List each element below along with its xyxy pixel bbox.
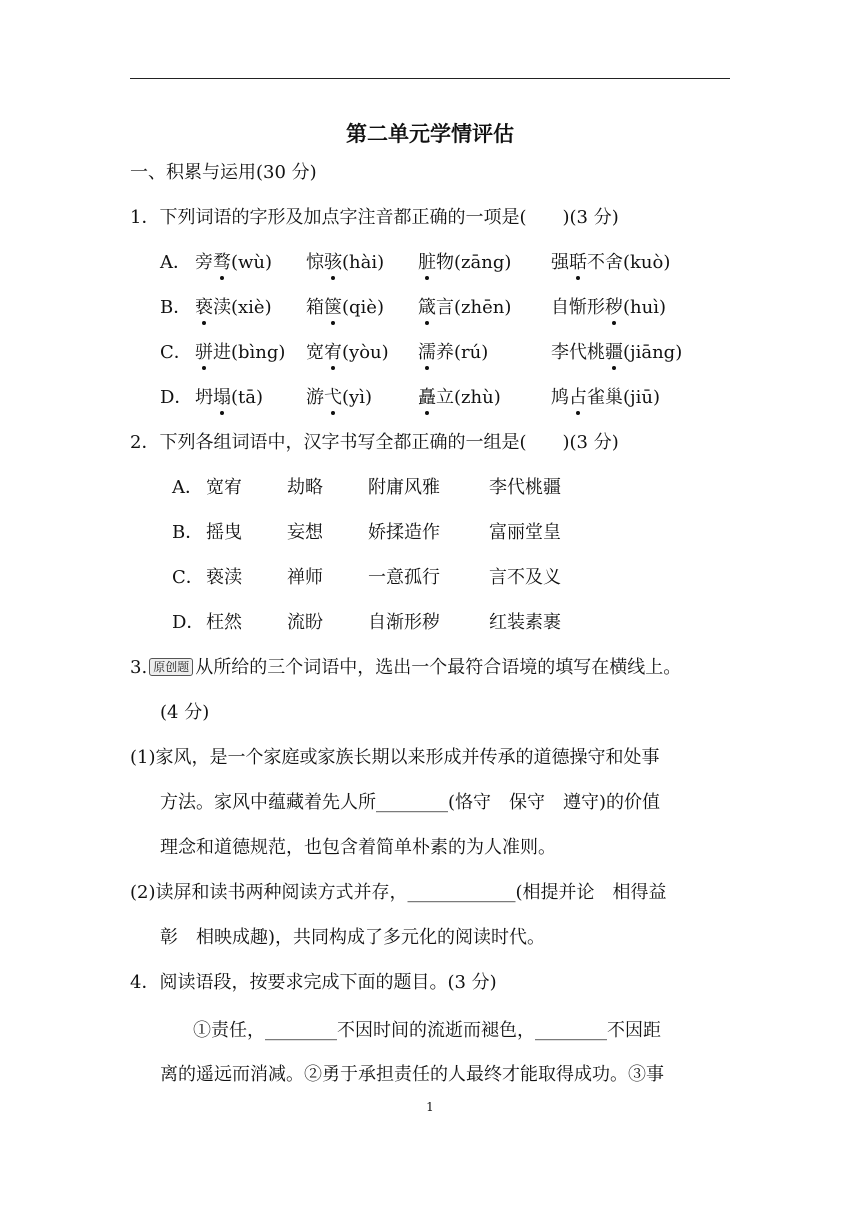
emphasis-dot-char: 秽 bbox=[605, 297, 623, 318]
emphasis-dot-char: 亵 bbox=[195, 297, 213, 318]
q1-option-word: 惊骇(hài) bbox=[306, 252, 385, 273]
q1-option-word: 箴言(zhēn) bbox=[418, 297, 512, 318]
q2-option-word: 李代桃疆 bbox=[489, 477, 561, 498]
q1-option-word: 强聒不舍(kuò) bbox=[551, 252, 671, 273]
q1-option-word: 脏物(zāng) bbox=[418, 252, 512, 273]
q1-option-word: 鸠占雀巢(jiū) bbox=[551, 387, 660, 408]
q1-option-word: 旁骛(wù) bbox=[195, 252, 273, 273]
q3-p1-line2: 方法。家风中蕴藏着先人所________(恪守 保守 遵守)的价值 bbox=[160, 792, 661, 813]
q1-option-word: 骈进(bìng) bbox=[195, 342, 286, 363]
q2-option-word: 富丽堂皇 bbox=[489, 522, 561, 543]
q3-p1-line1: (1)家风，是一个家庭或家族长期以来形成并传承的道德操守和处事 bbox=[130, 747, 660, 768]
emphasis-dot-char: 聒 bbox=[569, 252, 587, 273]
q3-stem: 从所给的三个词语中，选出一个最符合语境的填写在横线上。 bbox=[195, 657, 682, 678]
q1-option-word: 宽宥(yòu) bbox=[306, 342, 389, 363]
original-question-badge: 原创题 bbox=[149, 658, 193, 676]
q4-stem: 4．阅读语段，按要求完成下面的题目。(3 分) bbox=[130, 972, 497, 993]
q2-option-word: 禅师 bbox=[287, 567, 323, 588]
section-heading: 一、积累与运用(30 分) bbox=[130, 162, 317, 183]
q2-option-word: 流盼 bbox=[287, 612, 323, 633]
emphasis-dot-char: 弋 bbox=[324, 387, 342, 408]
q2-option-word: 言不及义 bbox=[489, 567, 561, 588]
emphasis-dot-char: 占 bbox=[569, 387, 587, 408]
q4-passage-line1: ①责任，________不因时间的流逝而褪色，________不因距 bbox=[193, 1020, 661, 1041]
q1-option-letter: B． bbox=[160, 297, 192, 318]
q3-p2-line1: (2)读屏和读书两种阅读方式并存，____________(相提并论 相得益 bbox=[130, 882, 667, 903]
q2-option-word: 娇揉造作 bbox=[368, 522, 440, 543]
emphasis-dot-char: 疆 bbox=[605, 342, 623, 363]
q1-option-word: 濡养(rú) bbox=[418, 342, 489, 363]
q3-p1-line3: 理念和道德规范，也包含着简单朴素的为人准则。 bbox=[160, 837, 556, 858]
emphasis-dot-char: 宥 bbox=[324, 342, 342, 363]
q1-option-word: 箱箧(qiè) bbox=[306, 297, 384, 318]
header-rule bbox=[130, 78, 730, 79]
emphasis-dot-char: 塌 bbox=[213, 387, 231, 408]
q2-option-word: 红装素裹 bbox=[489, 612, 561, 633]
q2-option-word: 妄想 bbox=[287, 522, 323, 543]
q2-option-word: 劫略 bbox=[287, 477, 323, 498]
emphasis-dot-char: 矗 bbox=[418, 387, 436, 408]
q1-option-word: 游弋(yì) bbox=[306, 387, 372, 408]
q2-stem: 2．下列各组词语中，汉字书写全都正确的一组是( )(3 分) bbox=[130, 432, 619, 453]
emphasis-dot-char: 骈 bbox=[195, 342, 213, 363]
q1-stem: 1．下列词语的字形及加点字注音都正确的一项是( )(3 分) bbox=[130, 207, 619, 228]
q2-option-letter: D． bbox=[172, 612, 205, 633]
q1-option-letter: C． bbox=[160, 342, 192, 363]
emphasis-dot-char: 箧 bbox=[324, 297, 342, 318]
q1-option-word: 李代桃疆(jiāng) bbox=[551, 342, 683, 363]
q3-number: 3. bbox=[130, 657, 148, 678]
emphasis-dot-char: 箴 bbox=[418, 297, 436, 318]
q1-option-letter: D． bbox=[160, 387, 193, 408]
q2-option-word: 摇曳 bbox=[206, 522, 242, 543]
q2-option-word: 自渐形秽 bbox=[368, 612, 440, 633]
emphasis-dot-char: 脏 bbox=[418, 252, 436, 273]
q2-option-word: 一意孤行 bbox=[368, 567, 440, 588]
page-number: 1 bbox=[426, 1100, 434, 1114]
q3-stem-line bbox=[130, 657, 681, 679]
q4-passage-line2: 离的遥远而消减。②勇于承担责任的人最终才能取得成功。③事 bbox=[160, 1064, 664, 1085]
q1-option-word: 自惭形秽(huì) bbox=[551, 297, 666, 318]
emphasis-dot-char: 濡 bbox=[418, 342, 436, 363]
q1-option-letter: A． bbox=[160, 252, 191, 273]
q2-option-letter: B． bbox=[172, 522, 204, 543]
q1-option-word: 亵渎(xiè) bbox=[195, 297, 272, 318]
emphasis-dot-char: 骛 bbox=[213, 252, 231, 273]
q2-option-word: 附庸风雅 bbox=[368, 477, 440, 498]
q1-option-word: 坍塌(tā) bbox=[195, 387, 264, 408]
q3-score: (4 分) bbox=[160, 702, 210, 723]
q1-option-word: 矗立(zhù) bbox=[418, 387, 501, 408]
emphasis-dot-char: 骇 bbox=[324, 252, 342, 273]
q2-option-word: 枉然 bbox=[206, 612, 242, 633]
q2-option-word: 宽宥 bbox=[206, 477, 242, 498]
page-title: 第二单元学情评估 bbox=[346, 121, 514, 146]
q2-option-word: 亵渎 bbox=[206, 567, 242, 588]
q2-option-letter: A． bbox=[172, 477, 203, 498]
q2-option-letter: C． bbox=[172, 567, 204, 588]
q3-p2-line2: 彰 相映成趣)，共同构成了多元化的阅读时代。 bbox=[160, 927, 546, 948]
